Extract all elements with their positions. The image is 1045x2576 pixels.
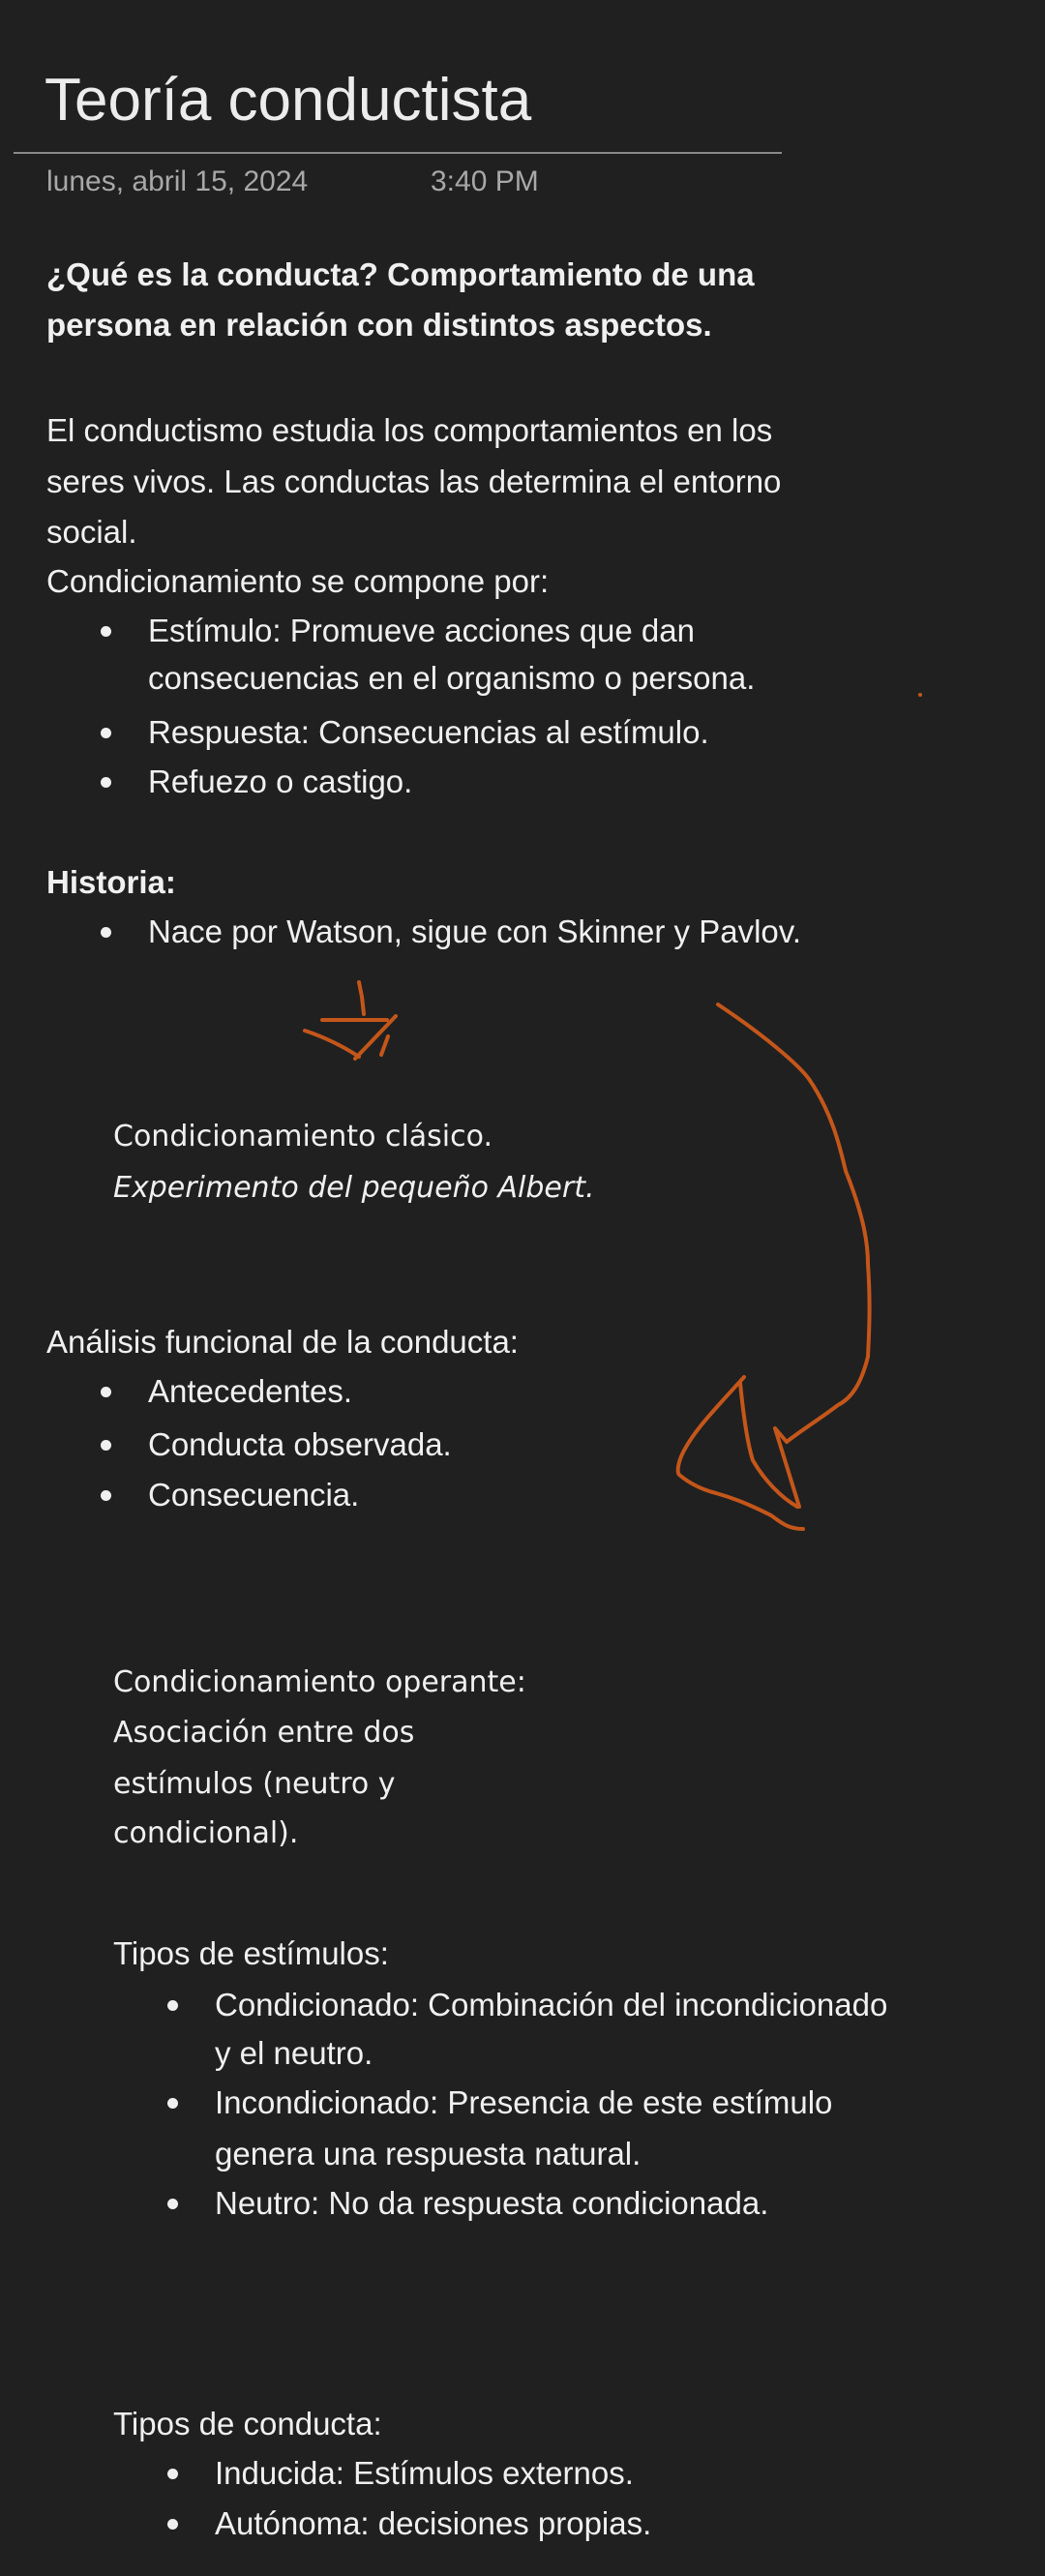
question-line[interactable]: ¿Qué es la conducta? Comportamiento de una xyxy=(46,256,755,292)
operant-line[interactable]: Asociación entre dos xyxy=(113,1716,415,1750)
operant-line[interactable]: condicional). xyxy=(113,1816,299,1850)
page-date: lunes, abril 15, 2024 xyxy=(46,165,309,197)
question-line[interactable]: persona en relación con distintos aspectos. xyxy=(46,307,712,343)
intro-line[interactable]: Condicionamiento se compone por: xyxy=(46,563,550,599)
list-item[interactable]: Inducida: Estímulos externos. xyxy=(215,2455,634,2491)
intro-line[interactable]: social. xyxy=(46,514,137,550)
list-item[interactable]: Consecuencia. xyxy=(148,1477,360,1513)
list-item[interactable]: Respuesta: Consecuencias al estímulo. xyxy=(148,714,709,750)
list-item[interactable]: Conducta observada. xyxy=(148,1426,452,1462)
ink-ground-symbol xyxy=(305,982,396,1059)
page-title[interactable]: Teoría conductista xyxy=(45,67,532,134)
history-heading[interactable]: Historia: xyxy=(46,864,176,900)
list-item[interactable]: Incondicionado: Presencia de este estímulo xyxy=(215,2084,833,2120)
ink-curved-arrow xyxy=(718,1004,870,1442)
classical-title[interactable]: Condicionamiento clásico. xyxy=(113,1120,493,1153)
list-item[interactable]: Autónoma: decisiones propias. xyxy=(215,2505,652,2541)
functional-heading[interactable]: Análisis funcional de la conducta: xyxy=(46,1324,519,1360)
page-time: 3:40 PM xyxy=(431,165,539,197)
operant-line[interactable]: Condicionamiento operante: xyxy=(113,1665,526,1699)
list-item[interactable]: Condicionado: Combinación del incondicionado xyxy=(215,1987,888,2022)
ink-inner-stroke xyxy=(740,1383,797,1507)
stimuli-heading[interactable]: Tipos de estímulos: xyxy=(113,1935,389,1971)
list-item-continued[interactable]: genera una respuesta natural. xyxy=(215,2136,642,2172)
list-item[interactable]: Refuezo o castigo. xyxy=(148,764,413,799)
list-item[interactable]: Antecedentes. xyxy=(148,1373,352,1409)
ink-dot xyxy=(918,693,922,697)
intro-line[interactable]: El conductismo estudia los comportamientos en los xyxy=(46,412,773,448)
operant-line[interactable]: estímulos (neutro y xyxy=(113,1767,396,1801)
intro-line[interactable]: seres vivos. Las conductas las determina el entorno xyxy=(46,464,782,499)
behavior-heading[interactable]: Tipos de conducta: xyxy=(113,2406,382,2441)
list-item[interactable]: Nace por Watson, sigue con Skinner y Pavlov. xyxy=(148,914,801,949)
list-item-continued[interactable]: consecuencias en el organismo o persona. xyxy=(148,660,756,696)
list-item[interactable]: Estímulo: Promueve acciones que dan xyxy=(148,613,695,648)
list-item-continued[interactable]: y el neutro. xyxy=(215,2035,373,2071)
classical-example[interactable]: Experimento del pequeño Albert. xyxy=(113,1171,595,1205)
list-item[interactable]: Neutro: No da respuesta condicionada. xyxy=(215,2185,769,2221)
